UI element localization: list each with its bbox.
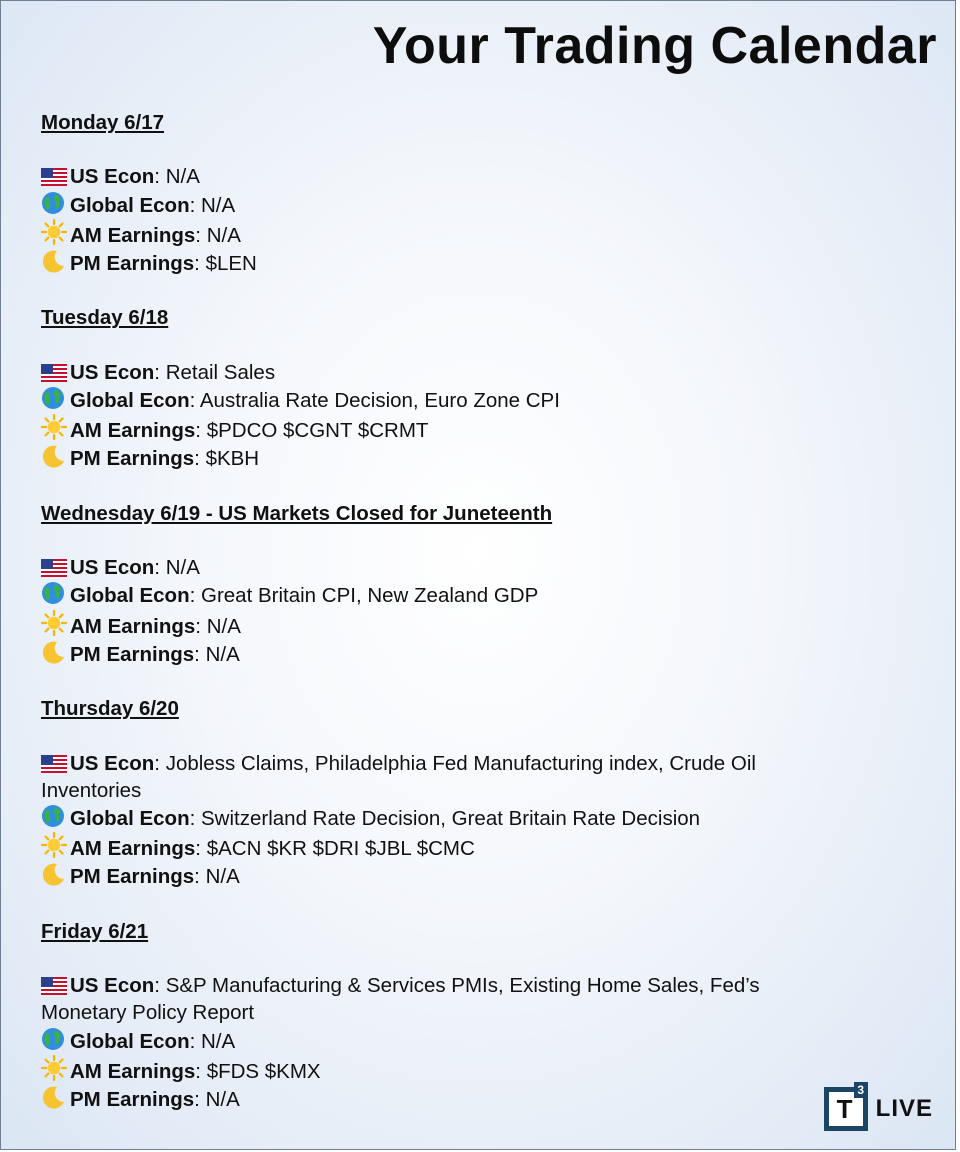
us-econ-label: US Econ: [70, 556, 155, 580]
pm-earnings-label: PM Earnings: [70, 1087, 195, 1111]
globe-icon: [41, 804, 70, 828]
pm-earnings-value: : N/A: [194, 642, 240, 666]
globe-icon: [41, 581, 70, 605]
us-econ-value: : Jobless Claims, Philadelphia Fed Manufacturing index, Crude Oil Inventories: [41, 751, 756, 802]
pm-earnings-label: PM Earnings: [70, 865, 195, 889]
day-heading: Friday 6/21: [41, 919, 149, 943]
crescent-moon-icon: [41, 640, 70, 664]
us-econ-value: : N/A: [154, 556, 200, 580]
t3-live-logo: [824, 1083, 933, 1131]
am-earnings-label: AM Earnings: [70, 419, 196, 443]
calendar-content: [41, 109, 841, 1140]
globe-icon: [41, 191, 70, 215]
am-earnings-value: : $PDCO $CGNT $CRMT: [195, 419, 429, 443]
pm-earnings-line: [41, 862, 841, 890]
page-title: Your Trading Calendar: [372, 17, 937, 75]
us-econ-line: [41, 163, 841, 190]
day-heading: Monday 6/17: [41, 111, 165, 134]
pm-earnings-line: [41, 444, 841, 472]
am-earnings-line: [41, 610, 841, 640]
am-earnings-value: : N/A: [195, 614, 241, 638]
global-econ-label: Global Econ: [70, 584, 190, 608]
globe-icon: [41, 386, 70, 410]
global-econ-line: [41, 386, 841, 414]
global-econ-label: Global Econ: [70, 193, 190, 217]
us-econ-line: [41, 554, 841, 581]
crescent-moon-icon: [41, 444, 70, 468]
am-earnings-value: : $ACN $KR $DRI $JBL $CMC: [195, 837, 475, 861]
global-econ-value: : Great Britain CPI, New Zealand GDP: [189, 584, 539, 608]
global-econ-label: Global Econ: [70, 1029, 190, 1053]
day-section: [41, 304, 841, 472]
global-econ-value: : Australia Rate Decision, Euro Zone CPI: [189, 388, 560, 412]
us-econ-line: [41, 359, 841, 386]
pm-earnings-value: : $KBH: [194, 447, 260, 471]
pm-earnings-value: : N/A: [194, 1087, 240, 1111]
us-econ-label: US Econ: [70, 974, 155, 998]
am-earnings-line: [41, 219, 841, 249]
globe-icon: [41, 1027, 70, 1051]
pm-earnings-line: [41, 1085, 841, 1113]
pm-earnings-value: : $LEN: [194, 252, 257, 275]
pm-earnings-label: PM Earnings: [70, 252, 195, 275]
crescent-moon-icon: [41, 1085, 70, 1109]
global-econ-value: : Switzerland Rate Decision, Great Britain Rate Decision: [189, 806, 701, 830]
sun-icon: [41, 610, 70, 636]
us-econ-label: US Econ: [70, 751, 155, 775]
logo-mark: [824, 1083, 868, 1131]
pm-earnings-label: PM Earnings: [70, 447, 195, 471]
day-section: [41, 109, 841, 277]
us-econ-line: [41, 750, 841, 804]
day-heading: Thursday 6/20: [41, 697, 179, 721]
us-flag-icon: [41, 755, 70, 773]
am-earnings-value: : $FDS $KMX: [195, 1059, 321, 1083]
us-econ-label: US Econ: [70, 165, 155, 189]
crescent-moon-icon: [41, 249, 70, 273]
us-econ-line: [41, 972, 841, 1026]
us-flag-icon: [41, 364, 70, 382]
day-section: [41, 500, 841, 668]
us-econ-value: : N/A: [154, 165, 200, 189]
us-flag-icon: [41, 977, 70, 995]
am-earnings-value: : N/A: [195, 223, 241, 247]
us-flag-icon: [41, 559, 70, 577]
us-econ-label: US Econ: [70, 360, 155, 384]
am-earnings-label: AM Earnings: [70, 1059, 196, 1083]
am-earnings-label: AM Earnings: [70, 223, 196, 247]
global-econ-value: : N/A: [189, 1029, 236, 1053]
logo-word: LIVE: [875, 1095, 933, 1122]
sun-icon: [41, 1055, 70, 1081]
day-heading: Tuesday 6/18: [41, 306, 169, 330]
pm-earnings-label: PM Earnings: [70, 642, 195, 666]
us-econ-value: : Retail Sales: [154, 360, 276, 384]
day-heading: Wednesday 6/19 - US Markets Closed for Juneteenth: [41, 501, 553, 525]
am-earnings-line: [41, 414, 841, 444]
global-econ-label: Global Econ: [70, 806, 190, 830]
global-econ-line: [41, 804, 841, 832]
sun-icon: [41, 414, 70, 440]
us-econ-value: : S&P Manufacturing & Services PMIs, Existing Home Sales, Fed’s Monetary Policy Report: [41, 974, 760, 1025]
am-earnings-line: [41, 832, 841, 862]
day-section: [41, 918, 841, 1113]
sun-icon: [41, 832, 70, 858]
crescent-moon-icon: [41, 862, 70, 886]
us-flag-icon: [41, 168, 70, 186]
pm-earnings-value: : N/A: [194, 865, 240, 889]
global-econ-line: [41, 1027, 841, 1055]
global-econ-line: [41, 581, 841, 609]
logo-superscript: 3: [854, 1082, 868, 1098]
pm-earnings-line: [41, 249, 841, 277]
sun-icon: [41, 219, 70, 245]
global-econ-label: Global Econ: [70, 388, 190, 412]
am-earnings-line: [41, 1055, 841, 1085]
am-earnings-label: AM Earnings: [70, 837, 196, 861]
global-econ-value: : N/A: [189, 193, 236, 217]
global-econ-line: [41, 191, 841, 219]
am-earnings-label: AM Earnings: [70, 614, 196, 638]
day-section: [41, 695, 841, 890]
logo-letter: T: [836, 1094, 853, 1124]
pm-earnings-line: [41, 640, 841, 668]
